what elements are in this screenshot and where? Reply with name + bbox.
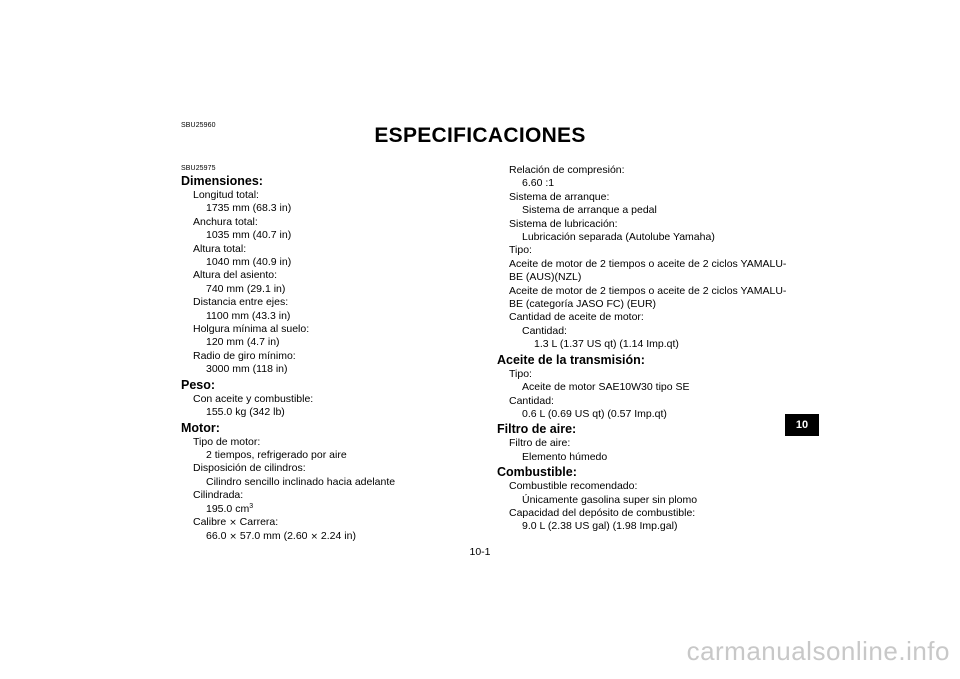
chapter-tab: 10 bbox=[785, 414, 819, 436]
spec-value: Aceite de motor de 2 tiempos o aceite de 2 ciclos YAMALU-BE (AUS)(NZL) bbox=[509, 257, 787, 284]
left-column bbox=[181, 164, 471, 545]
spec-value: 155.0 kg (342 lb) bbox=[206, 406, 285, 419]
subsection-code: SBU25975 bbox=[181, 165, 216, 172]
spec-value: 1100 mm (43.3 in) bbox=[206, 309, 291, 322]
multiply-sign: × bbox=[310, 532, 318, 543]
section-title-filtro: Filtro de aire: bbox=[497, 422, 577, 437]
section-title-peso: Peso: bbox=[181, 377, 216, 392]
spec-value: 3000 mm (118 in) bbox=[206, 363, 288, 376]
multiply-sign: × bbox=[229, 517, 237, 528]
section-title-combustible: Combustible: bbox=[497, 465, 577, 480]
spec-label: Sistema de lubricación: bbox=[509, 217, 618, 230]
spec-label: Combustible recomendado: bbox=[509, 480, 638, 493]
section-code: SBU25960 bbox=[181, 122, 216, 129]
spec-label: Disposición de cilindros: bbox=[193, 462, 306, 475]
section-title-transmision: Aceite de la transmisión: bbox=[497, 352, 645, 367]
spec-label: Tipo: bbox=[509, 244, 532, 257]
spec-label: Holgura mínima al suelo: bbox=[193, 323, 310, 336]
spec-value: Únicamente gasolina super sin plomo bbox=[522, 493, 698, 506]
spec-value: 0.6 L (0.69 US qt) (0.57 Imp.qt) bbox=[522, 407, 667, 420]
spec-value: 1035 mm (40.7 in) bbox=[206, 229, 292, 242]
page-title: ESPECIFICACIONES bbox=[374, 124, 586, 147]
watermark: carmanualsonline.info bbox=[686, 636, 950, 666]
calibre-value-1: 66.0 bbox=[206, 530, 227, 543]
spec-label: Anchura total: bbox=[193, 215, 258, 228]
spec-value: 1.3 L (1.37 US qt) (1.14 Imp.qt) bbox=[534, 338, 679, 351]
spec-label: Filtro de aire: bbox=[509, 437, 571, 450]
spec-value: 6.60 :1 bbox=[522, 177, 555, 190]
carrera-label: Carrera: bbox=[239, 515, 279, 528]
multiply-sign: × bbox=[229, 532, 237, 543]
spec-value: Aceite de motor de 2 tiempos o aceite de 2 ciclos YAMALU-BE (categoría JASO FC) (EUR) bbox=[509, 284, 787, 311]
spec-label: Sistema de arranque: bbox=[509, 190, 610, 203]
spec-label: Distancia entre ejes: bbox=[193, 296, 289, 309]
spec-value: Elemento húmedo bbox=[522, 450, 608, 463]
cilindrada-value: 195.0 cm bbox=[206, 502, 250, 515]
page-number: 10-1 bbox=[469, 546, 491, 558]
spec-label: Con aceite y combustible: bbox=[193, 392, 314, 405]
spec-value bbox=[181, 503, 471, 516]
spec-label bbox=[181, 516, 471, 530]
cubic-superscript: 3 bbox=[249, 502, 254, 510]
spec-value bbox=[181, 530, 471, 544]
spec-label: Cantidad: bbox=[509, 394, 554, 407]
spec-value: 740 mm (29.1 in) bbox=[206, 282, 286, 295]
spec-label: Cantidad de aceite de motor: bbox=[509, 311, 644, 324]
spec-value: Lubricación separada (Autolube Yamaha) bbox=[522, 231, 715, 244]
calibre-label: Calibre bbox=[193, 515, 227, 528]
spec-label: Capacidad del depósito de combustible: bbox=[509, 506, 696, 519]
section-title-dimensiones: Dimensiones: bbox=[181, 174, 263, 188]
calibre-value-2: 57.0 mm (2.60 bbox=[239, 530, 308, 543]
spec-label: Tipo de motor: bbox=[193, 435, 261, 448]
spec-value: Sistema de arranque a pedal bbox=[522, 204, 657, 217]
spec-value: 9.0 L (2.38 US gal) (1.98 Imp.gal) bbox=[522, 520, 678, 533]
spec-value: Aceite de motor SAE10W30 tipo SE bbox=[522, 381, 690, 394]
spec-label: Tipo: bbox=[509, 367, 532, 380]
spec-value: 1040 mm (40.9 in) bbox=[206, 256, 292, 269]
spec-label: Relación de compresión: bbox=[509, 164, 625, 176]
calibre-value-3: 2.24 in) bbox=[320, 530, 356, 543]
spec-value: 1735 mm (68.3 in) bbox=[206, 202, 292, 215]
spec-label: Longitud total: bbox=[193, 189, 259, 201]
spec-label: Altura del asiento: bbox=[193, 269, 278, 282]
spec-label: Cantidad: bbox=[522, 324, 567, 337]
spec-label: Cilindrada: bbox=[193, 489, 244, 502]
spec-label: Altura total: bbox=[193, 242, 247, 255]
spec-value: 120 mm (4.7 in) bbox=[206, 336, 280, 349]
right-column bbox=[497, 164, 807, 534]
spec-value: Cilindro sencillo inclinado hacia adelante bbox=[206, 475, 396, 488]
spec-value: 2 tiempos, refrigerado por aire bbox=[206, 448, 347, 461]
section-title-motor: Motor: bbox=[181, 420, 220, 435]
spec-label: Radio de giro mínimo: bbox=[193, 349, 296, 362]
